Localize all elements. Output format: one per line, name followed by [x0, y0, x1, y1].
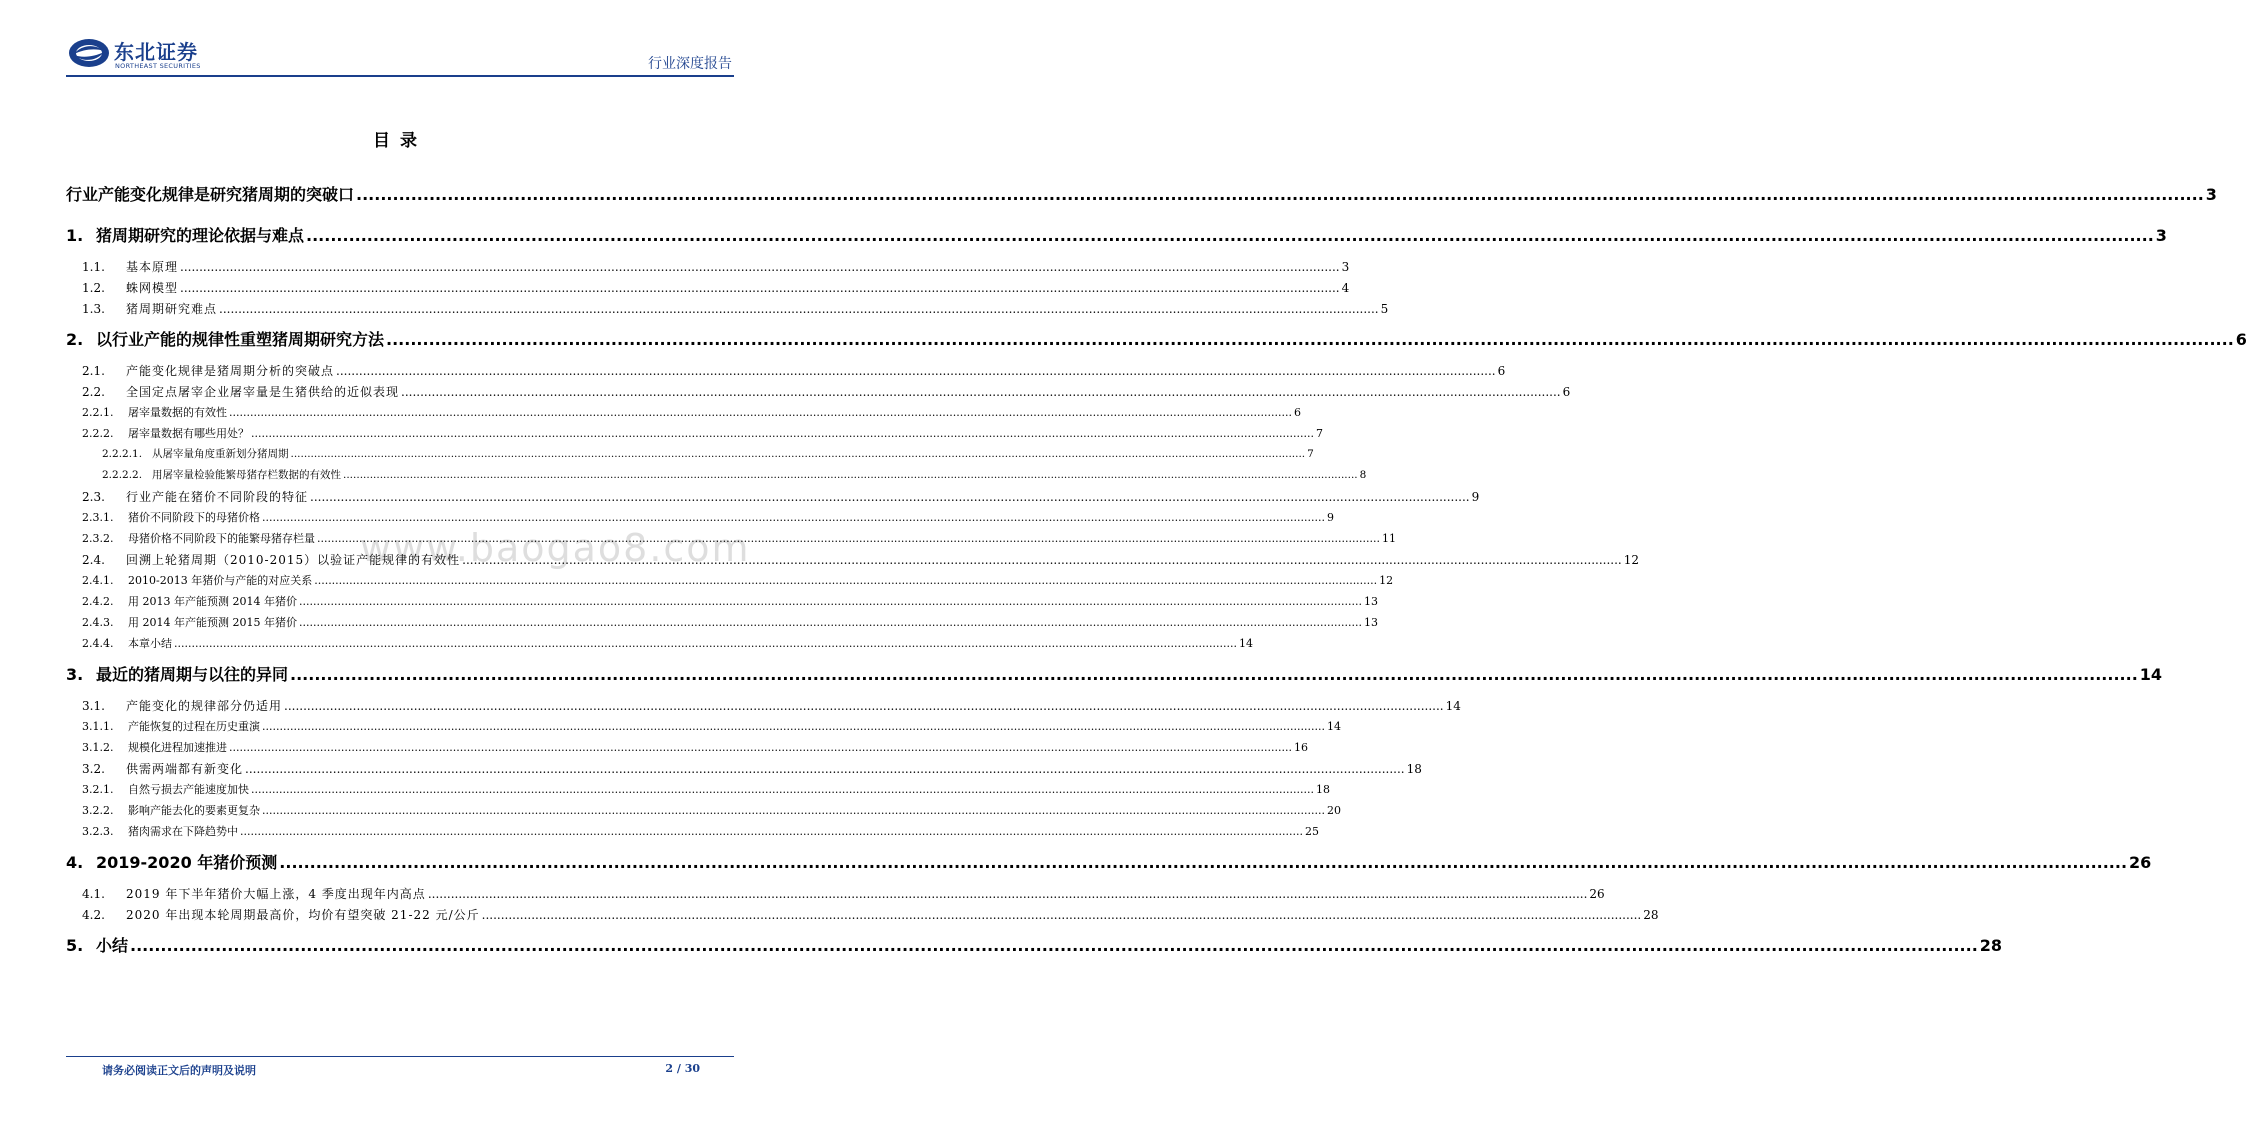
toc-entry-number: 3.2.3.	[82, 825, 114, 838]
toc-entry[interactable]	[66, 362, 1506, 383]
toc-entry-number: 4.2.	[82, 908, 105, 922]
toc-entry-number: 3.2.2.	[82, 804, 114, 817]
toc-entry[interactable]	[66, 279, 1350, 300]
toc-entry-number: 2.1.	[82, 364, 105, 378]
toc-entry[interactable]	[66, 383, 1571, 404]
toc-entry-label: 屠宰量数据有哪些用处？	[128, 427, 249, 440]
footer-divider	[66, 1056, 734, 1057]
toc-dot-leader	[314, 574, 1377, 587]
toc-dot-leader	[180, 260, 1340, 274]
toc-entry-page: 6	[1293, 406, 1301, 419]
brand-name: 东北证券	[114, 40, 198, 64]
toc-dot-leader	[180, 281, 1340, 295]
toc-entry-number: 3.1.2.	[82, 741, 114, 754]
toc-entry-number: 2.2.	[82, 385, 105, 399]
toc-dot-leader	[262, 804, 1325, 817]
toc-entry-page: 14	[1326, 720, 1341, 733]
toc-entry[interactable]	[66, 823, 1319, 844]
toc-dot-leader	[130, 936, 1978, 955]
toc-entry-page: 7	[1307, 448, 1314, 460]
toc-entry[interactable]	[66, 906, 1659, 927]
toc-entry-label: 猪周期研究的理论依据与难点	[96, 226, 305, 245]
toc-entry-label: 全国定点屠宰企业屠宰量是生猪供给的近似表现	[126, 385, 400, 399]
toc-dot-leader	[251, 783, 1314, 796]
toc-entry-page: 4	[1341, 281, 1350, 295]
watermark: www.baogao8.com	[360, 526, 751, 570]
toc-entry-label: 猪价不同阶段下的母猪价格	[128, 511, 260, 524]
toc-entry[interactable]	[66, 467, 1367, 488]
toc-dot-leader	[219, 302, 1379, 316]
toc-entry[interactable]	[66, 760, 1422, 781]
toc-dot-leader	[279, 853, 2127, 872]
toc-dot-leader	[299, 616, 1362, 629]
report-type-label: 行业深度报告	[648, 56, 732, 72]
toc-entry-number: 3.1.	[82, 699, 105, 713]
toc-entry-label: 基本原理	[126, 260, 179, 274]
toc-entry-page: 25	[1304, 825, 1319, 838]
page-header	[0, 0, 800, 80]
toc-dot-leader	[336, 364, 1496, 378]
toc-entry-page: 14	[2139, 665, 2163, 684]
toc-entry-label: 2020 年出现本轮周期最高价，均价有望突破 21-22 元/公斤	[126, 908, 480, 922]
toc-entry[interactable]	[66, 327, 2247, 362]
toc-dot-leader	[291, 448, 1306, 460]
toc-entry-number: 2.4.4.	[82, 637, 114, 650]
toc-entry[interactable]	[66, 300, 1389, 321]
toc-entry[interactable]	[66, 662, 2163, 697]
toc-entry-label: 从屠宰量角度重新划分猪周期	[152, 448, 289, 460]
toc-dot-leader	[462, 553, 1622, 567]
toc-entry-number: 1.2.	[82, 281, 105, 295]
page-indicator: 2 / 30	[665, 1062, 700, 1075]
footer-disclaimer: 请务必阅读正文后的声明及说明	[102, 1064, 256, 1077]
toc-entry-number: 3.2.1.	[82, 783, 114, 796]
toc-entry-page: 8	[1359, 469, 1367, 481]
toc-dot-leader	[310, 490, 1470, 504]
toc-entry-number: 2.3.	[82, 490, 105, 504]
toc-entry-page: 16	[1293, 741, 1308, 754]
toc-entry-number: 3.1.1.	[82, 720, 114, 733]
toc-entry-label: 产能变化的规律部分仍适用	[126, 699, 283, 713]
toc-dot-leader	[284, 699, 1444, 713]
toc-entry-page: 11	[1381, 532, 1396, 545]
toc-entry-page: 9	[1326, 511, 1334, 524]
toc-entry[interactable]	[66, 182, 2217, 217]
toc-entry[interactable]	[66, 223, 2167, 258]
toc-entry-label: 用 2013 年产能预测 2014 年猪价	[128, 595, 297, 608]
toc-dot-leader	[401, 385, 1561, 399]
toc-entry-number: 5.	[66, 936, 84, 955]
toc-entry-number: 1.	[66, 226, 84, 245]
toc-entry[interactable]	[66, 718, 1341, 739]
toc-dot-leader	[245, 762, 1405, 776]
toc-entry-label: 2010-2013 年猪价与产能的对应关系	[128, 574, 313, 587]
toc-entry-label: 用 2014 年产能预测 2015 年猪价	[128, 616, 297, 629]
toc-entry[interactable]	[66, 425, 1323, 446]
toc-entry-label: 产能恢复的过程在历史重演	[128, 720, 260, 733]
toc-entry-page: 14	[1445, 699, 1461, 713]
toc-entry[interactable]	[66, 933, 2003, 968]
toc-entry-number: 1.3.	[82, 302, 105, 316]
toc-entry-label: 回溯上轮猪周期（2010-2015）以验证产能规律的有效性	[126, 553, 461, 567]
toc-entry-number: 2.2.2.2.	[102, 469, 143, 481]
toc-entry-page: 5	[1380, 302, 1389, 316]
toc-entry-number: 2.2.2.	[82, 427, 114, 440]
toc-dot-leader	[299, 595, 1362, 608]
toc-entry-page: 26	[1589, 887, 1605, 901]
toc-entry-page: 9	[1471, 490, 1480, 504]
toc-entry[interactable]	[66, 509, 1334, 530]
toc-entry-page: 6	[1562, 385, 1571, 399]
toc-dot-leader	[428, 887, 1588, 901]
toc-dot-leader	[262, 511, 1325, 524]
toc-entry-number: 2.3.1.	[82, 511, 114, 524]
toc-dot-leader	[240, 825, 1303, 838]
toc-entry[interactable]	[66, 781, 1330, 802]
toc-entry-number: 2.3.2.	[82, 532, 114, 545]
toc-entry-number: 3.	[66, 665, 84, 684]
toc-entry-page: 12	[1623, 553, 1640, 567]
toc-entry-page: 18	[1315, 783, 1330, 796]
toc-entry-label: 小结	[96, 936, 129, 955]
toc-entry[interactable]	[66, 614, 1378, 635]
toc-dot-leader	[262, 720, 1325, 733]
toc-entry[interactable]	[66, 697, 1461, 718]
toc-entry-label: 本章小结	[128, 637, 172, 650]
toc-dot-leader	[317, 532, 1380, 545]
toc-entry-number: 2.	[66, 330, 84, 349]
toc-dot-leader	[306, 226, 2154, 245]
toc-entry-page: 26	[2129, 853, 2152, 872]
toc-entry-page: 20	[1326, 804, 1341, 817]
toc-dot-leader	[229, 741, 1292, 754]
toc-entry-number: 2.4.3.	[82, 616, 114, 629]
toc-entry-number: 2.4.	[82, 553, 105, 567]
toc-entry-page: 7	[1315, 427, 1323, 440]
toc-entry[interactable]	[66, 635, 1253, 656]
toc-dot-leader	[386, 330, 2234, 349]
toc-entry[interactable]	[66, 488, 1480, 509]
brand-name-en: NORTHEAST SECURITIES	[115, 62, 201, 70]
toc-entry[interactable]	[66, 885, 1605, 906]
toc-entry-page: 6	[1497, 364, 1506, 378]
toc-entry-page: 13	[1363, 595, 1378, 608]
toc-entry-page: 28	[1979, 936, 2003, 955]
toc-entry[interactable]	[66, 572, 1394, 593]
toc-entry-label: 母猪价格不同阶段下的能繁母猪存栏量	[128, 532, 315, 545]
toc-entry-page: 14	[1238, 637, 1253, 650]
toc-entry[interactable]	[66, 551, 1640, 572]
toc-entry-label: 蛛网模型	[126, 281, 179, 295]
toc-dot-leader	[356, 185, 2204, 204]
toc-entry-label: 最近的猪周期与以往的异同	[96, 665, 289, 684]
toc-entry-label: 规模化进程加速推进	[128, 741, 227, 754]
toc-entry-page: 3	[1341, 260, 1350, 274]
toc-entry[interactable]	[66, 802, 1341, 823]
toc-entry-label: 自然亏损去产能速度加快	[128, 783, 249, 796]
toc-dot-leader	[251, 427, 1314, 440]
toc-entry-label: 2019 年下半年猪价大幅上涨，4 季度出现年内高点	[126, 887, 426, 901]
toc-entry-number: 2.2.2.1.	[102, 448, 143, 460]
toc-entry-label: 影响产能去化的要素更复杂	[128, 804, 260, 817]
toc-entry-label: 屠宰量数据的有效性	[128, 406, 227, 419]
toc-entry-label: 用屠宰量检验能繁母猪存栏数据的有效性	[152, 469, 341, 481]
toc-entry[interactable]	[66, 739, 1308, 760]
northeast-securities-logo-icon	[68, 38, 110, 68]
toc-entry-label: 以行业产能的规律性重塑猪周期研究方法	[96, 330, 385, 349]
toc-dot-leader	[174, 637, 1237, 650]
toc-entry-page: 6	[2235, 330, 2247, 349]
toc-entry-number: 4.	[66, 853, 84, 872]
toc-entry[interactable]	[66, 530, 1396, 551]
toc-entry[interactable]	[66, 404, 1301, 425]
toc-entry-page: 3	[2205, 185, 2217, 204]
toc-entry-number: 2.2.1.	[82, 406, 114, 419]
toc-entry-label: 猪周期研究难点	[126, 302, 218, 316]
toc-entry-page: 12	[1379, 574, 1394, 587]
toc-entry-number: 1.1.	[82, 260, 105, 274]
table-of-contents	[66, 182, 2247, 968]
toc-entry-label: 产能变化规律是猪周期分析的突破点	[126, 364, 335, 378]
toc-entry-page: 28	[1643, 908, 1659, 922]
toc-dot-leader	[482, 908, 1642, 922]
toc-entry-label: 供需两端都有新变化	[126, 762, 244, 776]
toc-dot-leader	[229, 406, 1292, 419]
toc-entry-number: 2.4.2.	[82, 595, 114, 608]
toc-entry[interactable]	[66, 446, 1314, 467]
toc-entry-number: 2.4.1.	[82, 574, 114, 587]
toc-entry-number: 3.2.	[82, 762, 105, 776]
header-divider	[66, 75, 734, 77]
toc-entry-page: 13	[1363, 616, 1378, 629]
toc-entry[interactable]	[66, 850, 2152, 885]
toc-entry-label: 行业产能变化规律是研究猪周期的突破口	[66, 185, 355, 204]
toc-entry-label: 2019-2020 年猪价预测	[96, 853, 278, 872]
toc-dot-leader	[343, 469, 1358, 481]
toc-entry[interactable]	[66, 258, 1350, 279]
toc-entry-number: 4.1.	[82, 887, 105, 901]
toc-entry[interactable]	[66, 593, 1378, 614]
toc-entry-label: 行业产能在猪价不同阶段的特征	[126, 490, 309, 504]
toc-entry-label: 猪肉需求在下降趋势中	[128, 825, 238, 838]
toc-entry-page: 3	[2155, 226, 2167, 245]
toc-title: 目录	[373, 131, 427, 151]
toc-entry-page: 18	[1406, 762, 1422, 776]
toc-dot-leader	[290, 665, 2138, 684]
